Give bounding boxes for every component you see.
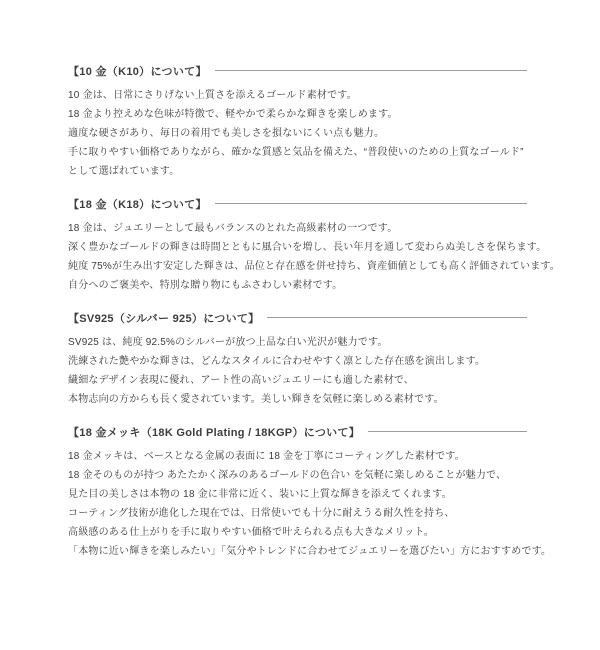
body-line: 高級感のある仕上がりを手に取りやすい価格で叶えられる点も大きなメリット。: [68, 527, 434, 538]
section-heading: [68, 194, 527, 213]
body-line: 18 金そのものが持つ あたたかく深みのあるゴールドの色合い を気軽に楽しめることが魅力で、: [68, 470, 507, 481]
section-heading-text: 【18 金メッキ（18K Gold Plating / 18KGP）について】: [68, 426, 361, 439]
heading-rule: [368, 431, 527, 432]
section-heading-text: 【10 金（K10）について】: [68, 65, 207, 78]
body-line: 深く豊かなゴールドの輝きは時間とともに風合いを増し、長い年月を通して変わらぬ美しさを保ちます。: [68, 242, 547, 253]
section-heading: [68, 61, 527, 80]
section-k10: [68, 61, 527, 181]
heading-rule: [267, 317, 527, 318]
heading-rule: [215, 70, 527, 71]
body-line: 本物志向の方からも長く愛されています。美しい輝きを気軽に楽しめる素材です。: [68, 394, 444, 405]
section-heading-text: 【18 金（K18）について】: [68, 198, 207, 211]
body-line: SV925 は、純度 92.5%のシルバーが放つ上品な白い光沢が魅力です。: [68, 337, 388, 348]
section-18kgp: [68, 422, 552, 561]
body-line: コーティング技術が進化した現在では、日常使いでも十分に耐えうる耐久性を持ち、: [68, 508, 455, 519]
body-line: 適度な硬さがあり、毎日の着用でも美しさを損ないにくい点も魅力。: [68, 128, 385, 139]
section-heading: [68, 308, 527, 327]
body-line: 18 金より控えめな色味が特徴で、軽やかで柔らかな輝きを楽しめます。: [68, 109, 398, 120]
section-k18: [68, 194, 560, 295]
body-line: 「本物に近い輝きを楽しみたい」「気分やトレンドに合わせてジュエリーを選びたい」方におすすめです。: [68, 546, 552, 557]
section-heading-text: 【SV925（シルバー 925）について】: [68, 312, 260, 325]
body-line: 見た目の美しさは本物の 18 金に非常に近く、装いに上質な輝きを添えてくれます。: [68, 489, 452, 500]
body-line: 10 金は、日常にさりげない上質さを添えるゴールド素材です。: [68, 90, 357, 101]
body-line: 自分へのご褒美や、特別な贈り物にもふさわしい素材です。: [68, 280, 343, 291]
body-line: 洗練された艶やかな輝きは、どんなスタイルに合わせやすく凛とした存在感を演出します。: [68, 356, 486, 367]
body-line: 繊細なデザイン表現に優れ、アート性の高いジュエリーにも適した素材で、: [68, 375, 414, 386]
body-line: 18 金は、ジュエリーとして最もバランスのとれた高級素材の一つです。: [68, 223, 398, 234]
section-heading: [68, 422, 527, 441]
section-sv925: [68, 308, 527, 409]
body-line: 手に取りやすい価格でありながら、確かな質感と気品を備えた、“普段使いのための上質なゴールド”: [68, 147, 524, 158]
heading-rule: [215, 203, 527, 204]
body-line: 純度 75%が生み出す安定した輝きは、品位と存在感を併せ持ち、資産価値としても高く評価されています。: [68, 261, 560, 272]
body-line: として選ばれています。: [68, 166, 180, 177]
body-line: 18 金メッキは、ベースとなる金属の表面に 18 金を丁寧にコーティングした素材です。: [68, 451, 465, 462]
